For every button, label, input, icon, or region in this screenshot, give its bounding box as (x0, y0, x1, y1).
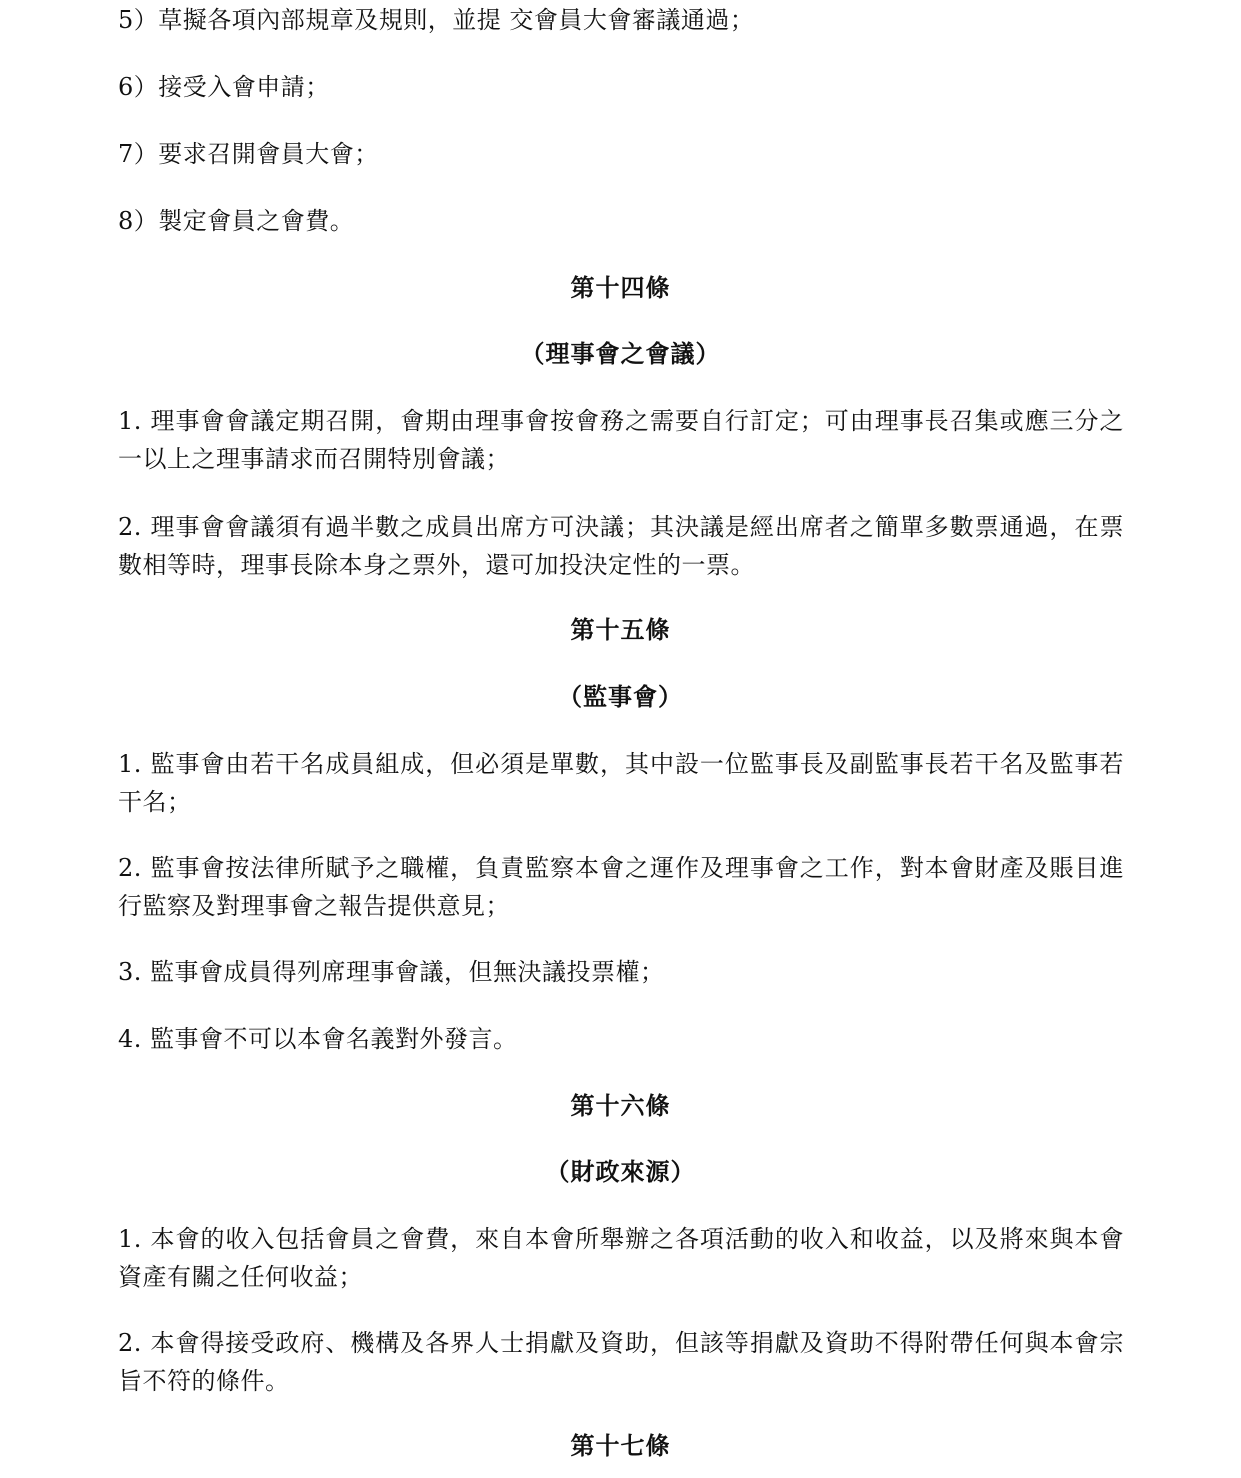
article-14-paragraph-1: 1. 理事會會議定期召開，會期由理事會按會務之需要自行訂定；可由理事長召集或應三分之一以上之理事請求而召開特別會議； (118, 407, 1124, 473)
list-item-6: 6）接受入會申請； (118, 73, 330, 101)
article-15-heading: 第十五條 (570, 616, 671, 644)
list-item-7: 7）要求召開會員大會； (118, 140, 379, 168)
article-16-heading: 第十六條 (570, 1092, 671, 1120)
article-16-title: （財政來源） (545, 1158, 696, 1186)
article-14-heading: 第十四條 (570, 274, 671, 302)
article-15-title: （監事會） (558, 683, 683, 711)
article-15-paragraph-3: 3. 監事會成員得列席理事會議，但無決議投票權； (118, 958, 665, 986)
article-14-title: （理事會之會議） (520, 340, 721, 368)
article-17-heading: 第十七條 (570, 1432, 671, 1460)
article-16-paragraph-2: 2. 本會得接受政府、機構及各界人士捐獻及資助，但該等捐獻及資助不得附帶任何與本會宗旨不符的條件。 (118, 1329, 1124, 1395)
article-15-paragraph-4: 4. 監事會不可以本會名義對外發言。 (118, 1025, 518, 1053)
list-item-8: 8）製定會員之會費。 (118, 207, 355, 235)
article-14-paragraph-2: 2. 理事會會議須有過半數之成員出席方可決議；其決議是經出席者之簡單多數票通過，在票數相等時，理事長除本身之票外，還可加投決定性的一票。 (118, 513, 1124, 579)
article-16-paragraph-1: 1. 本會的收入包括會員之會費，來自本會所舉辦之各項活動的收入和收益，以及將來與本會資產有關之任何收益； (118, 1225, 1124, 1291)
article-15-paragraph-1: 1. 監事會由若干名成員組成，但必須是單數，其中設一位監事長及副監事長若干名及監事若干名； (118, 750, 1124, 816)
article-15-paragraph-2: 2. 監事會按法律所賦予之職權，負責監察本會之運作及理事會之工作，對本會財產及賬目進行監察及對理事會之報告提供意見； (118, 854, 1124, 920)
list-item-5: 5）草擬各項內部規章及規則，並提 交會員大會審議通過； (118, 6, 755, 34)
